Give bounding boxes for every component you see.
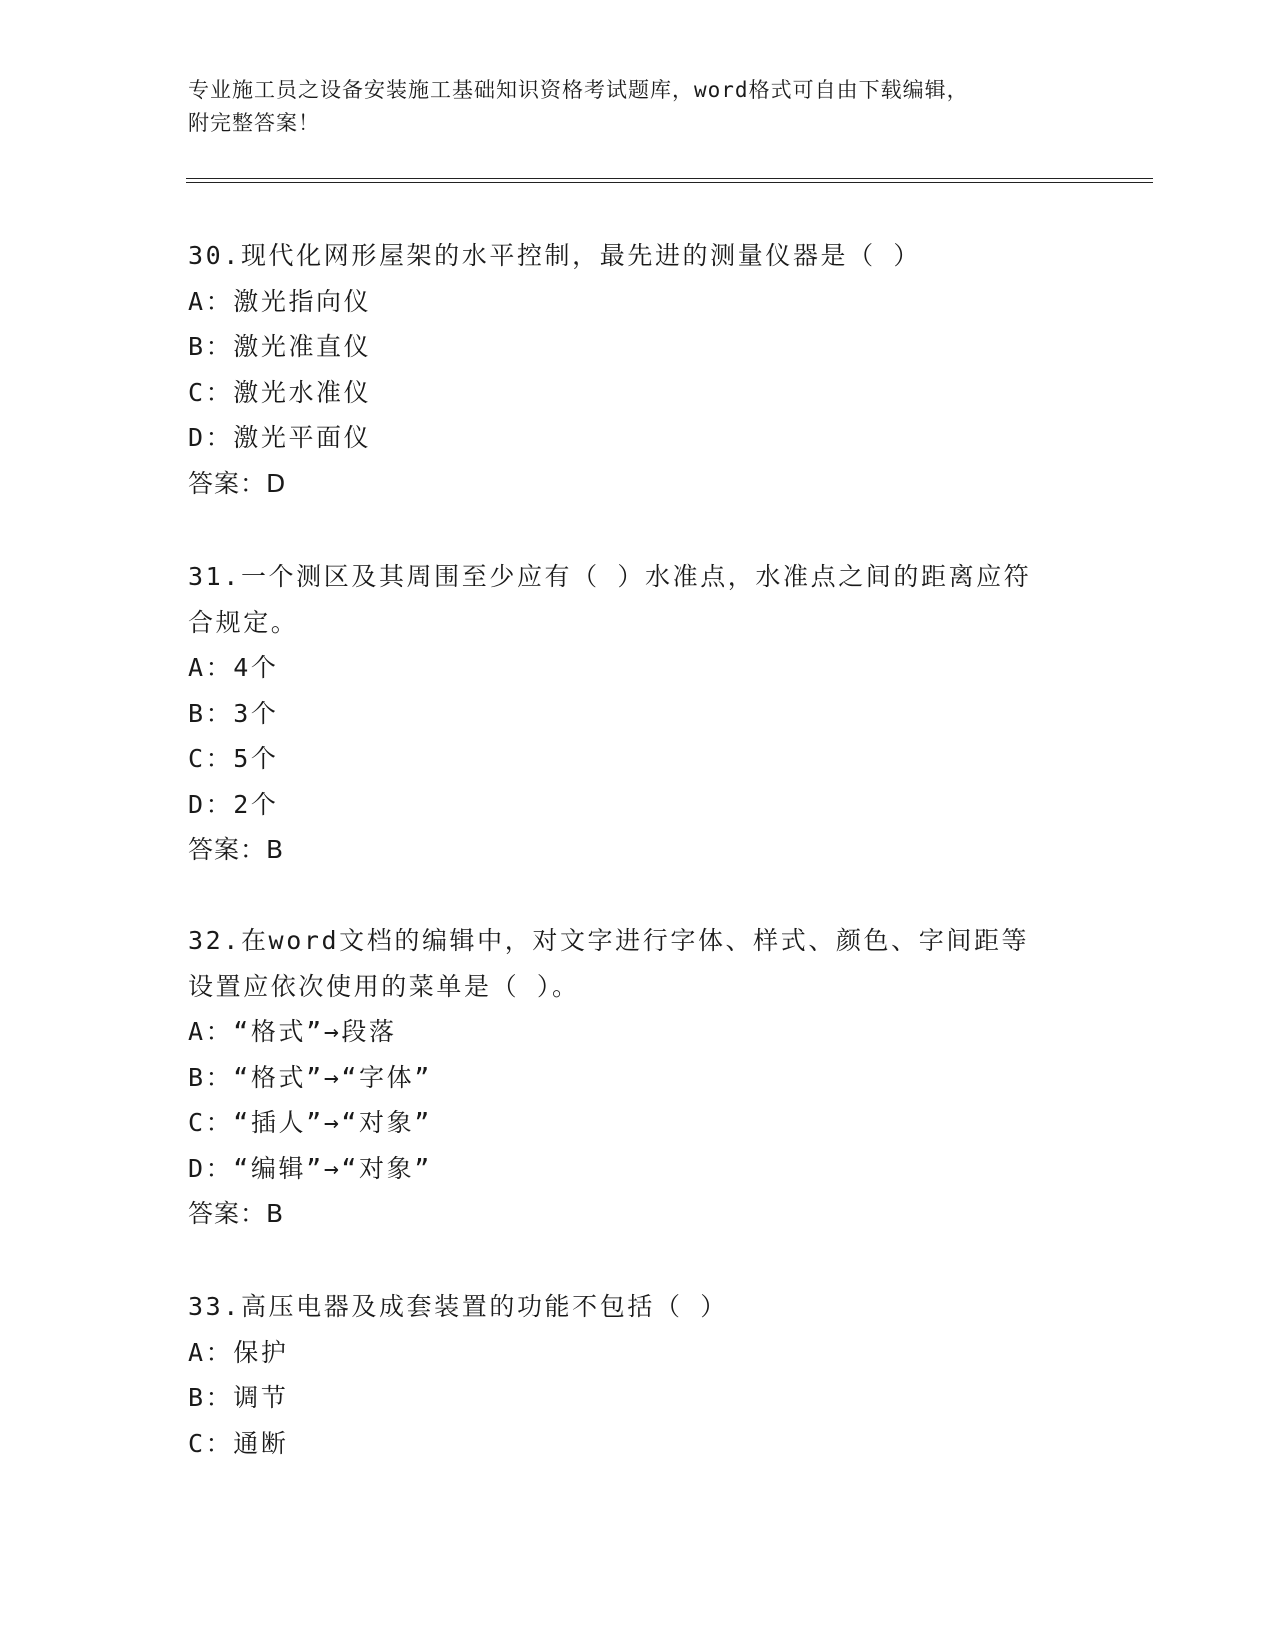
question-stem-line-2: 设置应依次使用的菜单是（ ）。 [188, 971, 580, 1001]
question-33 [188, 1284, 1088, 1466]
option-b: B：“格式”→“字体” [188, 1062, 432, 1092]
option-a: A：保护 [188, 1337, 289, 1367]
answer-text: 答案：B [188, 835, 285, 864]
option-b: B：3个 [188, 698, 279, 728]
document-header [188, 74, 1068, 140]
question-30 [188, 233, 1088, 506]
header-line-2: 附完整答案！ [188, 111, 320, 135]
answer-text: 答案：B [188, 1199, 285, 1228]
question-stem: 30.现代化网形屋架的水平控制，最先进的测量仪器是（ ） [188, 241, 922, 270]
option-d: D：2个 [188, 789, 279, 819]
option-d: D：“编辑”→“对象” [188, 1153, 432, 1183]
option-c: C：通断 [188, 1428, 289, 1458]
question-stem-line-2: 合规定。 [188, 607, 299, 637]
option-b: B：激光准直仪 [188, 332, 372, 361]
option-a: A：激光指向仪 [188, 286, 372, 316]
answer-text: 答案：D [188, 468, 287, 498]
option-c: C：“插人”→“对象” [188, 1108, 432, 1137]
option-d: D：激光平面仪 [188, 423, 372, 452]
option-c: C：5个 [188, 744, 279, 773]
header-line-1: 专业施工员之设备安装施工基础知识资格考试题库，word格式可自由下载编辑， [188, 78, 969, 102]
option-b: B：调节 [188, 1383, 289, 1412]
question-32 [188, 918, 1088, 1237]
option-a: A：4个 [188, 653, 279, 682]
option-c: C：激光水准仪 [188, 377, 372, 407]
header-double-rule [186, 178, 1153, 183]
question-stem-line-1: 31.一个测区及其周围至少应有（ ）水准点，水准点之间的距离应符 [188, 562, 1032, 591]
question-31 [188, 554, 1088, 873]
question-stem: 33.高压电器及成套装置的功能不包括（ ） [188, 1292, 728, 1321]
question-stem-line-1: 32.在word文档的编辑中，对文字进行字体、样式、颜色、字间距等 [188, 926, 1030, 955]
option-a: A：“格式”→段落 [188, 1017, 397, 1046]
